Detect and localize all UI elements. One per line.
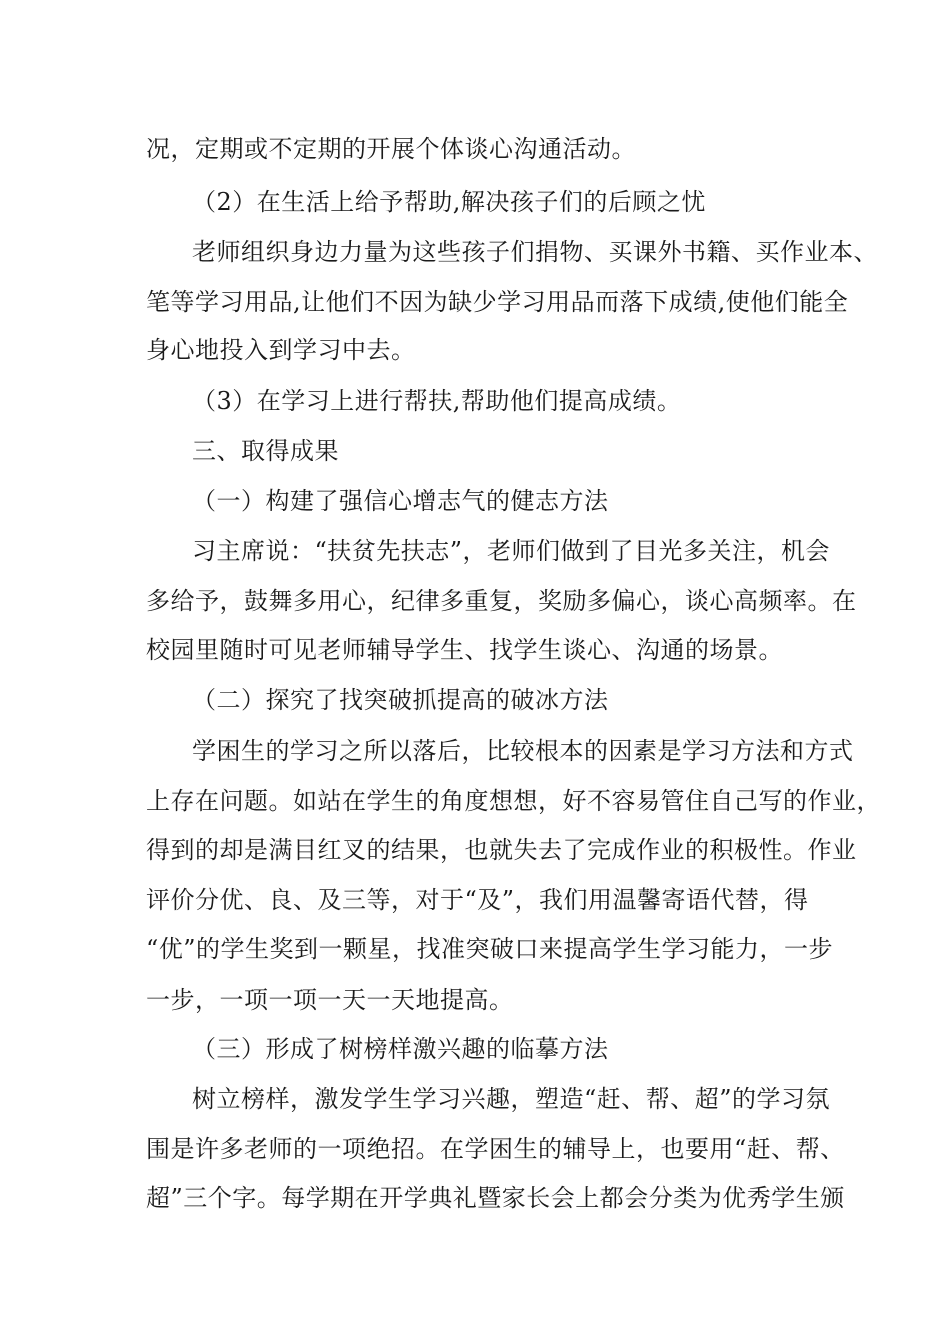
- subheading-line: （2）在生活上给予帮助,解决孩子们的后顾之忧: [192, 188, 706, 216]
- paragraph-line: 学困生的学习之所以落后，比较根本的因素是学习方法和方式: [192, 737, 854, 765]
- paragraph-line: “优”的学生奖到一颗星，找准突破口来提高学生学习能力，一步: [146, 935, 834, 963]
- paragraph-line: 得到的却是满目红叉的结果，也就失去了完成作业的积极性。作业: [146, 836, 857, 864]
- subheading-line: （一）构建了强信心增志气的健志方法: [192, 487, 609, 515]
- paragraph-line: 老师组织身边力量为这些孩子们捐物、买课外书籍、买作业本、: [192, 238, 878, 266]
- paragraph-line: 上存在问题。如站在学生的角度想想，好不容易管住自己写的作业，: [146, 787, 881, 815]
- paragraph-line: 树立榜样，激发学生学习兴趣，塑造“赶、帮、超”的学习氛: [192, 1085, 831, 1113]
- paragraph-line: 习主席说：“扶贫先扶志”，老师们做到了目光多关注，机会: [192, 537, 831, 565]
- paragraph-line: 笔等学习用品,让他们不因为缺少学习用品而落下成绩,使他们能全: [146, 288, 849, 316]
- paragraph-line: 况，定期或不定期的开展个体谈心沟通活动。: [146, 135, 636, 163]
- paragraph-line: 身心地投入到学习中去。: [146, 336, 416, 364]
- paragraph-line: 校园里随时可见老师辅导学生、找学生谈心、沟通的场景。: [146, 636, 783, 664]
- paragraph-line: 超”三个字。每学期在开学典礼暨家长会上都会分类为优秀学生颁: [146, 1184, 845, 1212]
- paragraph-line: 一步，一项一项一天一天地提高。: [146, 986, 514, 1014]
- paragraph-line: 围是许多老师的一项绝招。在学困生的辅导上，也要用“赶、帮、: [146, 1135, 845, 1163]
- subheading-line: （二）探究了找突破抓提高的破冰方法: [192, 686, 609, 714]
- paragraph-line: 评价分优、良、及三等，对于“及”，我们用温馨寄语代替，得: [146, 886, 809, 914]
- subheading-line: （3）在学习上进行帮扶,帮助他们提高成绩。: [192, 387, 682, 415]
- paragraph-line: 多给予，鼓舞多用心，纪律多重复，奖励多偏心，谈心高频率。在: [146, 587, 857, 615]
- section-heading: 三、取得成果: [192, 437, 339, 465]
- subheading-line: （三）形成了树榜样激兴趣的临摹方法: [192, 1035, 609, 1063]
